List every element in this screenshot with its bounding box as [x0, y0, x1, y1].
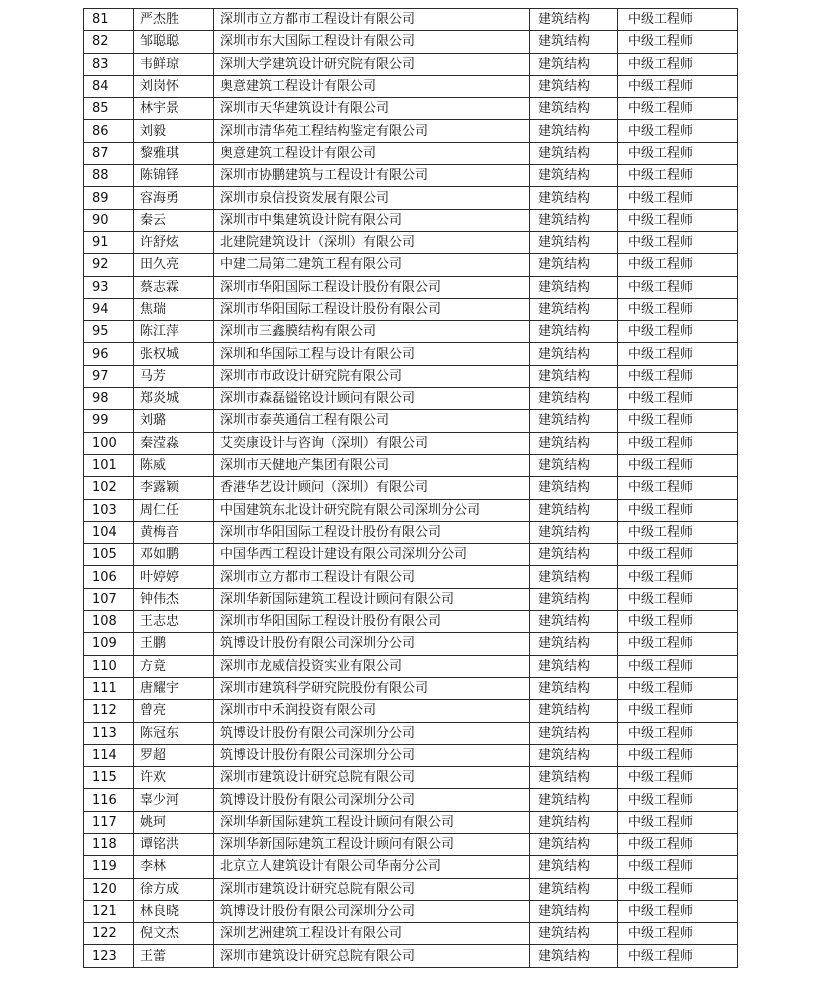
row-number-cell: 114: [84, 744, 134, 766]
specialty-cell: 建筑结构: [530, 744, 618, 766]
row-number-cell: 106: [84, 566, 134, 588]
person-name-cell: 唐耀宇: [134, 677, 214, 699]
professional-title-cell: 中级工程师: [618, 878, 738, 900]
table-row: [84, 833, 738, 855]
row-number-cell: 83: [84, 53, 134, 75]
professional-title-cell: 中级工程师: [618, 98, 738, 120]
professional-title-cell: 中级工程师: [618, 298, 738, 320]
person-name-cell: 谭铭洪: [134, 833, 214, 855]
company-cell: 深圳市清华苑工程结构鉴定有限公司: [214, 120, 530, 142]
row-number-cell: 81: [84, 9, 134, 31]
professional-title-cell: 中级工程师: [618, 432, 738, 454]
table-row: [84, 700, 738, 722]
row-number-cell: 88: [84, 165, 134, 187]
person-name-cell: 姚珂: [134, 811, 214, 833]
specialty-cell: 建筑结构: [530, 321, 618, 343]
company-cell: 深圳市建筑设计研究总院有限公司: [214, 945, 530, 967]
specialty-cell: 建筑结构: [530, 53, 618, 75]
person-name-cell: 王鹏: [134, 633, 214, 655]
company-cell: 深圳市泰英通信工程有限公司: [214, 410, 530, 432]
person-name-cell: 容海勇: [134, 187, 214, 209]
company-cell: 奥意建筑工程设计有限公司: [214, 75, 530, 97]
row-number-cell: 98: [84, 388, 134, 410]
personnel-table: [83, 8, 738, 968]
professional-title-cell: 中级工程师: [618, 231, 738, 253]
table-row: [84, 722, 738, 744]
person-name-cell: 钟伟杰: [134, 588, 214, 610]
row-number-cell: 117: [84, 811, 134, 833]
table-row: [84, 120, 738, 142]
specialty-cell: 建筑结构: [530, 588, 618, 610]
company-cell: 深圳市天华建筑设计有限公司: [214, 98, 530, 120]
row-number-cell: 94: [84, 298, 134, 320]
specialty-cell: 建筑结构: [530, 499, 618, 521]
person-name-cell: 焦瑞: [134, 298, 214, 320]
professional-title-cell: 中级工程师: [618, 700, 738, 722]
specialty-cell: 建筑结构: [530, 410, 618, 432]
person-name-cell: 韦鲜琼: [134, 53, 214, 75]
specialty-cell: 建筑结构: [530, 165, 618, 187]
person-name-cell: 叶婷婷: [134, 566, 214, 588]
professional-title-cell: 中级工程师: [618, 945, 738, 967]
company-cell: 深圳市华阳国际工程设计股份有限公司: [214, 298, 530, 320]
professional-title-cell: 中级工程师: [618, 900, 738, 922]
professional-title-cell: 中级工程师: [618, 767, 738, 789]
specialty-cell: 建筑结构: [530, 633, 618, 655]
specialty-cell: 建筑结构: [530, 833, 618, 855]
specialty-cell: 建筑结构: [530, 231, 618, 253]
row-number-cell: 90: [84, 209, 134, 231]
company-cell: 深圳市华阳国际工程设计股份有限公司: [214, 611, 530, 633]
table-body: [84, 9, 738, 968]
person-name-cell: 黄梅音: [134, 521, 214, 543]
person-name-cell: 王蕾: [134, 945, 214, 967]
table-row: [84, 945, 738, 967]
table-row: [84, 209, 738, 231]
row-number-cell: 101: [84, 454, 134, 476]
table-row: [84, 31, 738, 53]
table-row: [84, 878, 738, 900]
company-cell: 奥意建筑工程设计有限公司: [214, 142, 530, 164]
specialty-cell: 建筑结构: [530, 254, 618, 276]
professional-title-cell: 中级工程师: [618, 276, 738, 298]
specialty-cell: 建筑结构: [530, 923, 618, 945]
specialty-cell: 建筑结构: [530, 432, 618, 454]
person-name-cell: 刘岗怀: [134, 75, 214, 97]
row-number-cell: 85: [84, 98, 134, 120]
row-number-cell: 89: [84, 187, 134, 209]
professional-title-cell: 中级工程师: [618, 744, 738, 766]
specialty-cell: 建筑结构: [530, 700, 618, 722]
professional-title-cell: 中级工程师: [618, 388, 738, 410]
row-number-cell: 113: [84, 722, 134, 744]
professional-title-cell: 中级工程师: [618, 410, 738, 432]
table-row: [84, 521, 738, 543]
professional-title-cell: 中级工程师: [618, 454, 738, 476]
specialty-cell: 建筑结构: [530, 900, 618, 922]
table-row: [84, 544, 738, 566]
person-name-cell: 马芳: [134, 365, 214, 387]
person-name-cell: 黎雅琪: [134, 142, 214, 164]
row-number-cell: 84: [84, 75, 134, 97]
person-name-cell: 郑炎城: [134, 388, 214, 410]
specialty-cell: 建筑结构: [530, 878, 618, 900]
person-name-cell: 方竟: [134, 655, 214, 677]
row-number-cell: 102: [84, 477, 134, 499]
professional-title-cell: 中级工程师: [618, 923, 738, 945]
row-number-cell: 112: [84, 700, 134, 722]
table-row: [84, 611, 738, 633]
table-row: [84, 744, 738, 766]
row-number-cell: 116: [84, 789, 134, 811]
company-cell: 深圳市立方都市工程设计有限公司: [214, 566, 530, 588]
table-row: [84, 588, 738, 610]
person-name-cell: 辜少河: [134, 789, 214, 811]
specialty-cell: 建筑结构: [530, 365, 618, 387]
specialty-cell: 建筑结构: [530, 75, 618, 97]
company-cell: 深圳市市政设计研究院有限公司: [214, 365, 530, 387]
person-name-cell: 陈锦铎: [134, 165, 214, 187]
company-cell: 深圳市华阳国际工程设计股份有限公司: [214, 276, 530, 298]
company-cell: 中建二局第二建筑工程有限公司: [214, 254, 530, 276]
row-number-cell: 123: [84, 945, 134, 967]
specialty-cell: 建筑结构: [530, 142, 618, 164]
specialty-cell: 建筑结构: [530, 276, 618, 298]
company-cell: 深圳市建筑设计研究总院有限公司: [214, 878, 530, 900]
row-number-cell: 111: [84, 677, 134, 699]
professional-title-cell: 中级工程师: [618, 856, 738, 878]
professional-title-cell: 中级工程师: [618, 633, 738, 655]
table-row: [84, 856, 738, 878]
company-cell: 深圳大学建筑设计研究院有限公司: [214, 53, 530, 75]
person-name-cell: 徐方成: [134, 878, 214, 900]
person-name-cell: 陈冠东: [134, 722, 214, 744]
person-name-cell: 邹聪聪: [134, 31, 214, 53]
specialty-cell: 建筑结构: [530, 856, 618, 878]
person-name-cell: 罗超: [134, 744, 214, 766]
row-number-cell: 107: [84, 588, 134, 610]
company-cell: 香港华艺设计顾问（深圳）有限公司: [214, 477, 530, 499]
table-row: [84, 231, 738, 253]
company-cell: 筑博设计股份有限公司深圳分公司: [214, 789, 530, 811]
professional-title-cell: 中级工程师: [618, 477, 738, 499]
table-row: [84, 633, 738, 655]
table-row: [84, 499, 738, 521]
table-row: [84, 9, 738, 31]
company-cell: 深圳华新国际建筑工程设计顾问有限公司: [214, 588, 530, 610]
professional-title-cell: 中级工程师: [618, 120, 738, 142]
specialty-cell: 建筑结构: [530, 566, 618, 588]
company-cell: 深圳艺洲建筑工程设计有限公司: [214, 923, 530, 945]
professional-title-cell: 中级工程师: [618, 566, 738, 588]
row-number-cell: 92: [84, 254, 134, 276]
specialty-cell: 建筑结构: [530, 611, 618, 633]
professional-title-cell: 中级工程师: [618, 365, 738, 387]
table-row: [84, 811, 738, 833]
person-name-cell: 秦云: [134, 209, 214, 231]
company-cell: 深圳市中集建筑设计院有限公司: [214, 209, 530, 231]
table-row: [84, 432, 738, 454]
table-row: [84, 477, 738, 499]
professional-title-cell: 中级工程师: [618, 343, 738, 365]
company-cell: 深圳华新国际建筑工程设计顾问有限公司: [214, 833, 530, 855]
professional-title-cell: 中级工程师: [618, 142, 738, 164]
table-row: [84, 365, 738, 387]
row-number-cell: 104: [84, 521, 134, 543]
professional-title-cell: 中级工程师: [618, 521, 738, 543]
row-number-cell: 95: [84, 321, 134, 343]
table-row: [84, 254, 738, 276]
professional-title-cell: 中级工程师: [618, 165, 738, 187]
specialty-cell: 建筑结构: [530, 722, 618, 744]
table-row: [84, 789, 738, 811]
professional-title-cell: 中级工程师: [618, 811, 738, 833]
table-row: [84, 187, 738, 209]
professional-title-cell: 中级工程师: [618, 722, 738, 744]
specialty-cell: 建筑结构: [530, 388, 618, 410]
professional-title-cell: 中级工程师: [618, 588, 738, 610]
person-name-cell: 倪文杰: [134, 923, 214, 945]
professional-title-cell: 中级工程师: [618, 209, 738, 231]
company-cell: 筑博设计股份有限公司深圳分公司: [214, 744, 530, 766]
person-name-cell: 许舒炫: [134, 231, 214, 253]
table-row: [84, 276, 738, 298]
specialty-cell: 建筑结构: [530, 9, 618, 31]
company-cell: 筑博设计股份有限公司深圳分公司: [214, 900, 530, 922]
table-row: [84, 454, 738, 476]
person-name-cell: 林良晓: [134, 900, 214, 922]
row-number-cell: 109: [84, 633, 134, 655]
professional-title-cell: 中级工程师: [618, 677, 738, 699]
professional-title-cell: 中级工程师: [618, 254, 738, 276]
specialty-cell: 建筑结构: [530, 945, 618, 967]
person-name-cell: 王志忠: [134, 611, 214, 633]
professional-title-cell: 中级工程师: [618, 321, 738, 343]
professional-title-cell: 中级工程师: [618, 53, 738, 75]
row-number-cell: 100: [84, 432, 134, 454]
person-name-cell: 严杰胜: [134, 9, 214, 31]
row-number-cell: 99: [84, 410, 134, 432]
row-number-cell: 82: [84, 31, 134, 53]
specialty-cell: 建筑结构: [530, 343, 618, 365]
professional-title-cell: 中级工程师: [618, 75, 738, 97]
person-name-cell: 陈威: [134, 454, 214, 476]
company-cell: 深圳市龙威信投资实业有限公司: [214, 655, 530, 677]
specialty-cell: 建筑结构: [530, 477, 618, 499]
professional-title-cell: 中级工程师: [618, 789, 738, 811]
specialty-cell: 建筑结构: [530, 454, 618, 476]
specialty-cell: 建筑结构: [530, 811, 618, 833]
row-number-cell: 97: [84, 365, 134, 387]
specialty-cell: 建筑结构: [530, 789, 618, 811]
professional-title-cell: 中级工程师: [618, 187, 738, 209]
specialty-cell: 建筑结构: [530, 677, 618, 699]
company-cell: 深圳市华阳国际工程设计股份有限公司: [214, 521, 530, 543]
company-cell: 深圳市天健地产集团有限公司: [214, 454, 530, 476]
row-number-cell: 108: [84, 611, 134, 633]
table-row: [84, 142, 738, 164]
professional-title-cell: 中级工程师: [618, 31, 738, 53]
table-row: [84, 923, 738, 945]
specialty-cell: 建筑结构: [530, 98, 618, 120]
person-name-cell: 林宇景: [134, 98, 214, 120]
row-number-cell: 87: [84, 142, 134, 164]
table-row: [84, 343, 738, 365]
table-row: [84, 900, 738, 922]
table-row: [84, 53, 738, 75]
row-number-cell: 118: [84, 833, 134, 855]
specialty-cell: 建筑结构: [530, 521, 618, 543]
table-row: [84, 388, 738, 410]
row-number-cell: 86: [84, 120, 134, 142]
specialty-cell: 建筑结构: [530, 31, 618, 53]
row-number-cell: 120: [84, 878, 134, 900]
table-row: [84, 566, 738, 588]
company-cell: 北京立人建筑设计有限公司华南分公司: [214, 856, 530, 878]
professional-title-cell: 中级工程师: [618, 611, 738, 633]
person-name-cell: 张权城: [134, 343, 214, 365]
table-row: [84, 298, 738, 320]
person-name-cell: 陈江萍: [134, 321, 214, 343]
company-cell: 北建院建筑设计（深圳）有限公司: [214, 231, 530, 253]
company-cell: 深圳市建筑科学研究院股份有限公司: [214, 677, 530, 699]
company-cell: 中国建筑东北设计研究院有限公司深圳分公司: [214, 499, 530, 521]
row-number-cell: 121: [84, 900, 134, 922]
company-cell: 深圳市泉信投资发展有限公司: [214, 187, 530, 209]
person-name-cell: 邓如鹏: [134, 544, 214, 566]
company-cell: 深圳市东大国际工程设计有限公司: [214, 31, 530, 53]
person-name-cell: 刘毅: [134, 120, 214, 142]
person-name-cell: 李露颖: [134, 477, 214, 499]
row-number-cell: 93: [84, 276, 134, 298]
company-cell: 筑博设计股份有限公司深圳分公司: [214, 722, 530, 744]
professional-title-cell: 中级工程师: [618, 499, 738, 521]
specialty-cell: 建筑结构: [530, 298, 618, 320]
company-cell: 深圳市中禾润投资有限公司: [214, 700, 530, 722]
person-name-cell: 秦滢淼: [134, 432, 214, 454]
company-cell: 筑博设计股份有限公司深圳分公司: [214, 633, 530, 655]
table-row: [84, 767, 738, 789]
company-cell: 深圳华新国际建筑工程设计顾问有限公司: [214, 811, 530, 833]
specialty-cell: 建筑结构: [530, 187, 618, 209]
company-cell: 深圳市立方都市工程设计有限公司: [214, 9, 530, 31]
row-number-cell: 115: [84, 767, 134, 789]
specialty-cell: 建筑结构: [530, 767, 618, 789]
table-row: [84, 321, 738, 343]
table-row: [84, 98, 738, 120]
professional-title-cell: 中级工程师: [618, 9, 738, 31]
specialty-cell: 建筑结构: [530, 655, 618, 677]
table-row: [84, 410, 738, 432]
company-cell: 深圳和华国际工程与设计有限公司: [214, 343, 530, 365]
table-row: [84, 75, 738, 97]
row-number-cell: 119: [84, 856, 134, 878]
row-number-cell: 96: [84, 343, 134, 365]
person-name-cell: 周仁任: [134, 499, 214, 521]
row-number-cell: 110: [84, 655, 134, 677]
document-page: [83, 8, 738, 968]
professional-title-cell: 中级工程师: [618, 833, 738, 855]
company-cell: 中国华西工程设计建设有限公司深圳分公司: [214, 544, 530, 566]
company-cell: 深圳市协鹏建筑与工程设计有限公司: [214, 165, 530, 187]
professional-title-cell: 中级工程师: [618, 544, 738, 566]
specialty-cell: 建筑结构: [530, 120, 618, 142]
person-name-cell: 许欢: [134, 767, 214, 789]
table-row: [84, 655, 738, 677]
specialty-cell: 建筑结构: [530, 209, 618, 231]
professional-title-cell: 中级工程师: [618, 655, 738, 677]
person-name-cell: 李林: [134, 856, 214, 878]
person-name-cell: 刘璐: [134, 410, 214, 432]
company-cell: 艾奕康设计与咨询（深圳）有限公司: [214, 432, 530, 454]
row-number-cell: 122: [84, 923, 134, 945]
person-name-cell: 曾亮: [134, 700, 214, 722]
row-number-cell: 103: [84, 499, 134, 521]
company-cell: 深圳市三鑫膜结构有限公司: [214, 321, 530, 343]
specialty-cell: 建筑结构: [530, 544, 618, 566]
table-row: [84, 677, 738, 699]
person-name-cell: 蔡志霖: [134, 276, 214, 298]
company-cell: 深圳市建筑设计研究总院有限公司: [214, 767, 530, 789]
row-number-cell: 105: [84, 544, 134, 566]
row-number-cell: 91: [84, 231, 134, 253]
company-cell: 深圳市森磊镒铭设计顾问有限公司: [214, 388, 530, 410]
person-name-cell: 田久亮: [134, 254, 214, 276]
table-row: [84, 165, 738, 187]
